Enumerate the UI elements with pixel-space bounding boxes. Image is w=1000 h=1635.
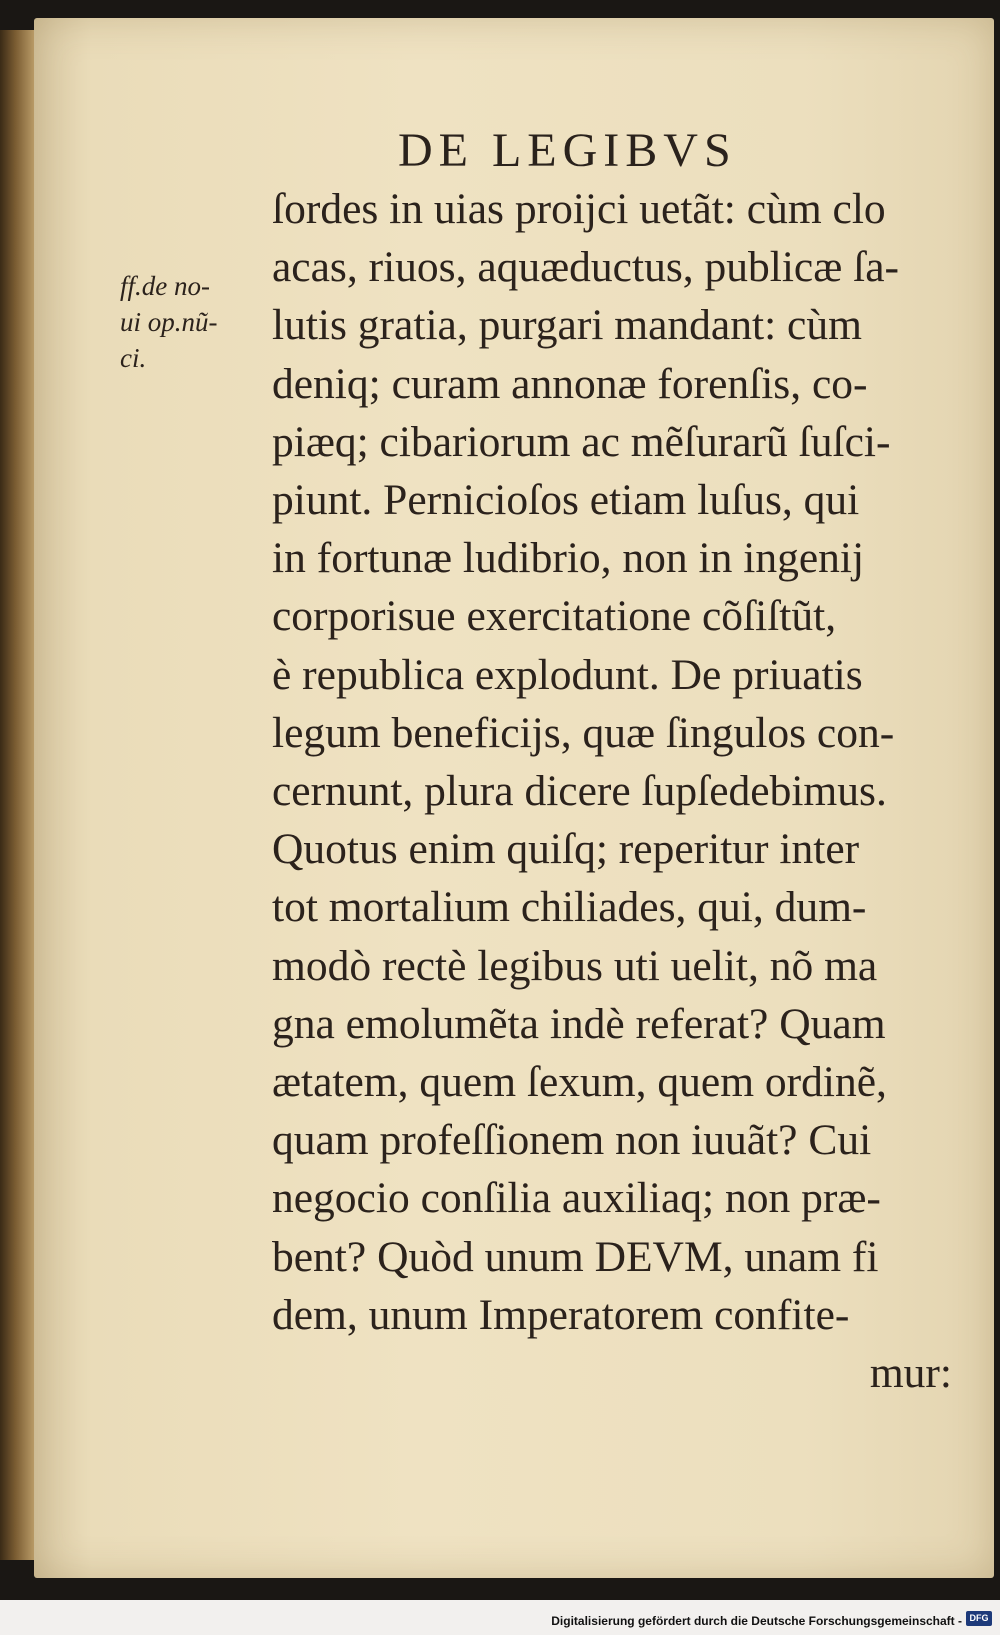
margin-note-line: ci.: [120, 343, 147, 373]
text-line: tot mortalium chiliades, qui, dum-: [272, 883, 867, 932]
margin-note-line: ui op.nũ-: [120, 307, 218, 337]
text-line: dem, unum Imperatorem confite-: [272, 1290, 850, 1339]
text-line: piæq; cibariorum ac mẽſurarũ ſuſci-: [272, 417, 891, 466]
catchword: mur:: [869, 1349, 952, 1398]
text-line: quam profeſſionem non iuuãt? Cui: [272, 1116, 872, 1165]
text-line: lutis gratia, purgari mandant: cùm: [272, 301, 862, 350]
text-line: cernunt, plura dicere ſupſedebimus.: [272, 767, 887, 816]
text-line: Quotus enim quiſq; reperitur inter: [272, 825, 860, 874]
running-header: DE LEGIBVS: [398, 124, 737, 177]
text-line: negocio conſilia auxiliaq; non præ-: [272, 1174, 881, 1223]
dfg-logo: DFG: [966, 1611, 992, 1626]
text-line: in fortunæ ludibrio, non in ingenij: [272, 534, 865, 583]
text-line: gna emolumẽta indè referat? Quam: [272, 999, 886, 1048]
text-line: deniq; curam annonæ forenſis, co-: [272, 359, 868, 408]
text-line: corporisue exercitatione cõſiſtũt,: [272, 592, 837, 641]
text-line: legum beneficijs, quæ ſingulos con-: [272, 708, 895, 757]
text-line: ſordes in uias proijci uetãt: cùm clo: [272, 185, 886, 233]
margin-note-line: ff.de no-: [120, 271, 210, 301]
text-line: bent? Quòd unum DEVM, unam fi: [272, 1232, 879, 1281]
text-line: modò rectè legibus uti uelit, nõ ma: [272, 941, 878, 990]
margin-note: [120, 268, 270, 376]
text-line: è republica explodunt. De priuatis: [272, 650, 863, 699]
text-line: acas, riuos, aquæductus, publicæ ſa-: [272, 243, 899, 292]
text-line: piunt. Pernicioſos etiam luſus, qui: [272, 476, 860, 525]
digitization-credit: Digitalisierung gefördert durch die Deutsche Forschungsgemeinschaft -: [551, 1614, 962, 1628]
book-spine-edge: [0, 30, 34, 1560]
text-line: ætatem, quem ſexum, quem ordinẽ,: [272, 1058, 887, 1107]
body-text: [272, 180, 962, 1402]
